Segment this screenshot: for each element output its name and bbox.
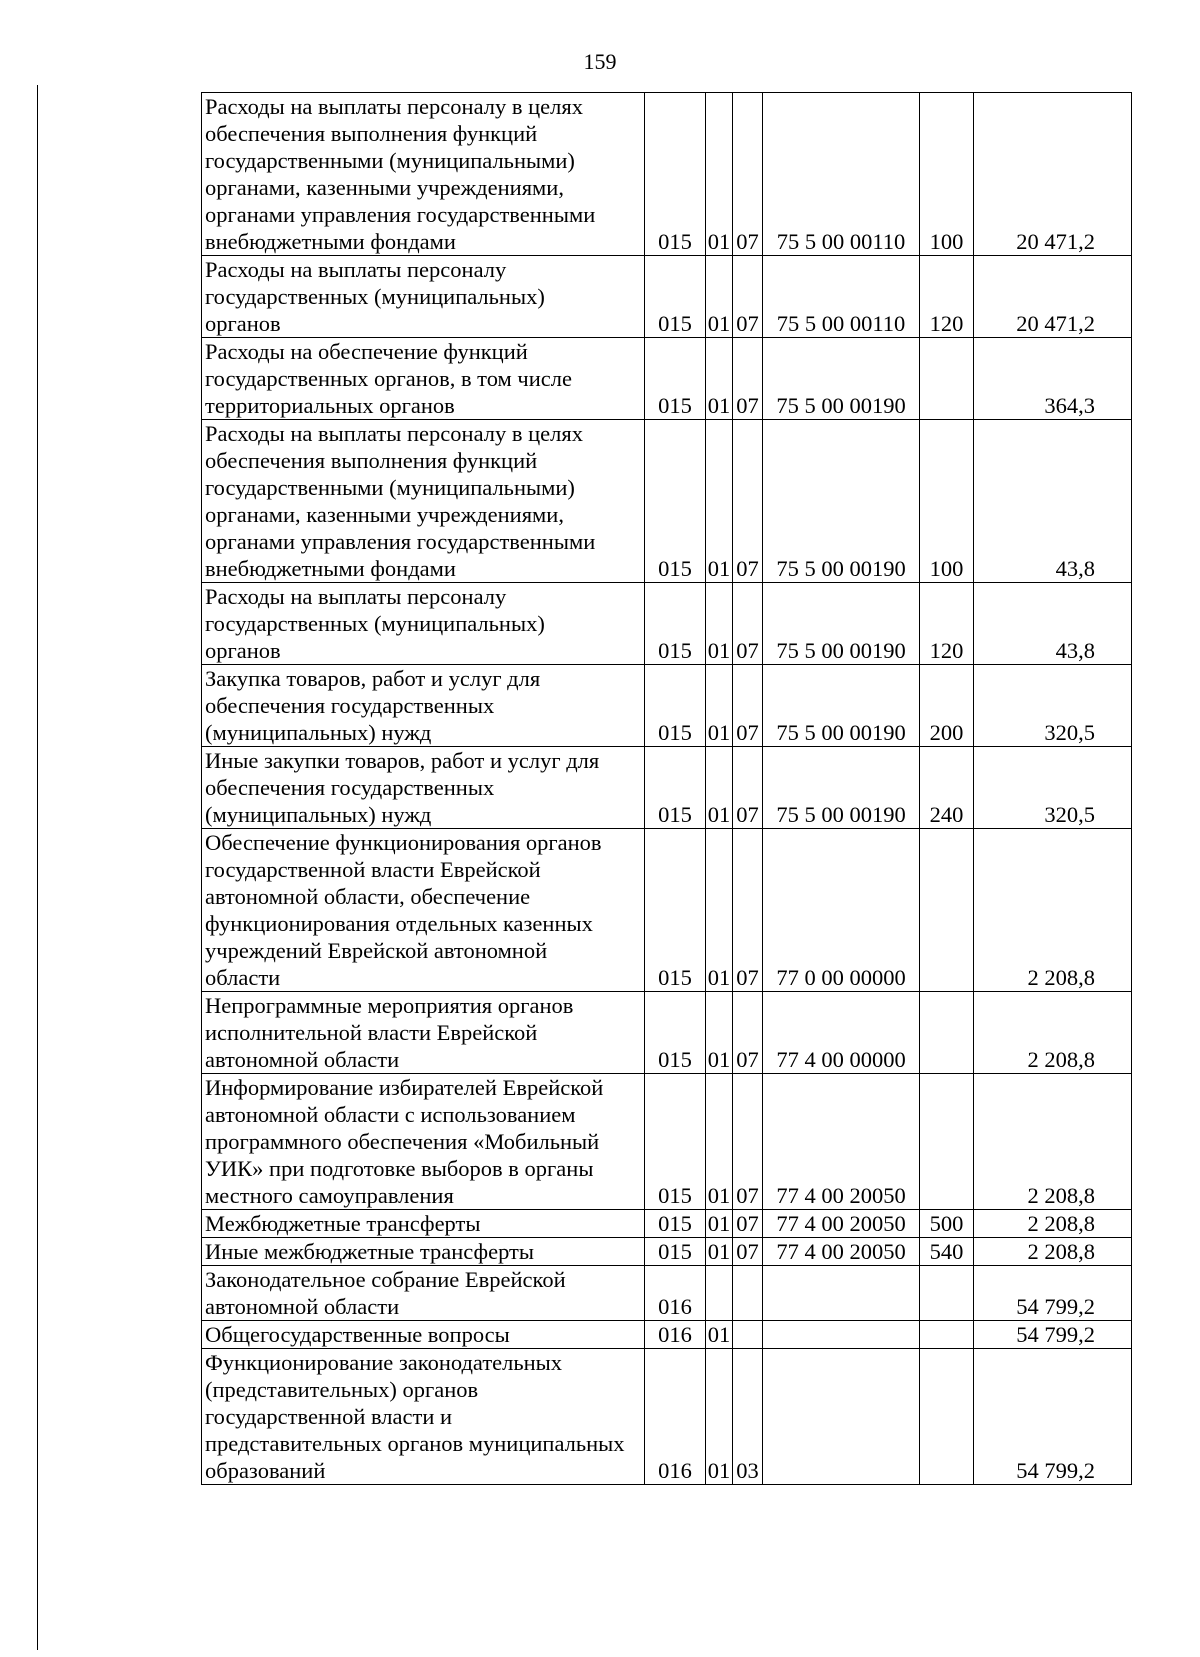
- row-sum-cell: 43,8: [974, 583, 1132, 665]
- row-sum-cell: 320,5: [974, 665, 1132, 747]
- left-margin-line: [37, 85, 38, 1650]
- row-name-cell: [202, 665, 645, 747]
- row-name-cell: [202, 420, 645, 583]
- row-sum-cell: 54 799,2: [974, 1266, 1132, 1321]
- row-name-cell: [202, 1210, 645, 1238]
- row-csr-cell: 75 5 00 00190: [763, 338, 920, 420]
- table-row: [202, 1238, 1132, 1266]
- row-rz-cell: 01: [706, 829, 733, 992]
- row-gr-cell: 015: [645, 256, 706, 338]
- row-vr-cell: [920, 829, 974, 992]
- row-rz-cell: [706, 1266, 733, 1321]
- row-gr-cell: 016: [645, 1349, 706, 1485]
- row-vr-cell: 540: [920, 1238, 974, 1266]
- row-pr-cell: 07: [733, 665, 763, 747]
- row-name-text: Расходы на выплаты персоналу государственных (муниципальных) органов: [205, 257, 545, 336]
- row-gr-cell: 015: [645, 747, 706, 829]
- table-row: [202, 1266, 1132, 1321]
- table-row: [202, 1074, 1132, 1210]
- row-gr-cell: 015: [645, 1238, 706, 1266]
- row-sum-cell: 2 208,8: [974, 829, 1132, 992]
- table-row: [202, 992, 1132, 1074]
- row-name-cell: [202, 1321, 645, 1349]
- row-csr-cell: 75 5 00 00190: [763, 747, 920, 829]
- table-row: [202, 93, 1132, 256]
- row-sum-cell: 320,5: [974, 747, 1132, 829]
- row-sum-cell: 364,3: [974, 338, 1132, 420]
- table-row: [202, 1349, 1132, 1485]
- row-csr-cell: 75 5 00 00190: [763, 583, 920, 665]
- row-name-cell: [202, 1349, 645, 1485]
- row-name-text: Закупка товаров, работ и услуг для обеспечения государственных (муниципальных) нужд: [205, 666, 541, 745]
- row-pr-cell: 07: [733, 1238, 763, 1266]
- row-gr-cell: 016: [645, 1266, 706, 1321]
- table-row: [202, 665, 1132, 747]
- row-csr-cell: 77 4 00 00000: [763, 992, 920, 1074]
- row-gr-cell: 015: [645, 93, 706, 256]
- row-rz-cell: 01: [706, 338, 733, 420]
- row-gr-cell: 015: [645, 420, 706, 583]
- row-rz-cell: 01: [706, 1321, 733, 1349]
- row-rz-cell: 01: [706, 93, 733, 256]
- table-row: [202, 338, 1132, 420]
- row-rz-cell: 01: [706, 1238, 733, 1266]
- table-row: [202, 829, 1132, 992]
- row-name-cell: [202, 992, 645, 1074]
- row-csr-cell: 75 5 00 00110: [763, 93, 920, 256]
- page-number: 159: [583, 49, 617, 74]
- row-rz-cell: 01: [706, 1074, 733, 1210]
- row-name-text: Расходы на выплаты персоналу в целях обеспечения выполнения функций государственными (муниципальными) органами, казенными учреждениями, органами управления государственными внебюджетными фондами: [205, 94, 596, 254]
- row-pr-cell: 03: [733, 1349, 763, 1485]
- row-sum-cell: 54 799,2: [974, 1321, 1132, 1349]
- row-pr-cell: [733, 1266, 763, 1321]
- row-rz-cell: 01: [706, 583, 733, 665]
- row-pr-cell: 07: [733, 1074, 763, 1210]
- row-name-cell: [202, 93, 645, 256]
- row-name-cell: [202, 338, 645, 420]
- row-vr-cell: [920, 1349, 974, 1485]
- row-vr-cell: [920, 338, 974, 420]
- row-vr-cell: 100: [920, 420, 974, 583]
- row-name-text: Законодательное собрание Еврейской автономной области: [205, 1267, 566, 1319]
- row-name-cell: [202, 747, 645, 829]
- budget-table: [201, 92, 1132, 1485]
- row-csr-cell: 75 5 00 00110: [763, 256, 920, 338]
- row-sum-cell: 2 208,8: [974, 1074, 1132, 1210]
- row-vr-cell: [920, 1321, 974, 1349]
- row-csr-cell: 77 4 00 20050: [763, 1074, 920, 1210]
- row-vr-cell: 200: [920, 665, 974, 747]
- row-vr-cell: [920, 1266, 974, 1321]
- row-csr-cell: [763, 1349, 920, 1485]
- table-row: [202, 747, 1132, 829]
- row-gr-cell: 015: [645, 1210, 706, 1238]
- row-pr-cell: 07: [733, 1210, 763, 1238]
- row-rz-cell: 01: [706, 420, 733, 583]
- row-name-cell: [202, 829, 645, 992]
- row-rz-cell: 01: [706, 992, 733, 1074]
- row-rz-cell: 01: [706, 256, 733, 338]
- row-name-text: Расходы на обеспечение функций государственных органов, в том числе территориальных органов: [205, 339, 572, 418]
- row-pr-cell: 07: [733, 256, 763, 338]
- row-pr-cell: 07: [733, 338, 763, 420]
- row-rz-cell: 01: [706, 1210, 733, 1238]
- row-gr-cell: 015: [645, 583, 706, 665]
- row-name-text: Иные закупки товаров, работ и услуг для обеспечения государственных (муниципальных) нужд: [205, 748, 600, 827]
- row-rz-cell: 01: [706, 665, 733, 747]
- row-sum-cell: 20 471,2: [974, 93, 1132, 256]
- row-name-text: Обеспечение функционирования органов государственной власти Еврейской автономной области, обеспечение функционирования отдельных казенных учреждений Еврейской автономной области: [205, 830, 602, 990]
- row-pr-cell: [733, 1321, 763, 1349]
- table-row: [202, 583, 1132, 665]
- row-gr-cell: 015: [645, 1074, 706, 1210]
- row-csr-cell: 77 4 00 20050: [763, 1238, 920, 1266]
- row-csr-cell: [763, 1321, 920, 1349]
- row-pr-cell: 07: [733, 583, 763, 665]
- row-rz-cell: 01: [706, 747, 733, 829]
- row-name-text: Межбюджетные трансферты: [205, 1211, 481, 1236]
- row-name-cell: [202, 1074, 645, 1210]
- row-sum-cell: 2 208,8: [974, 1238, 1132, 1266]
- row-gr-cell: 016: [645, 1321, 706, 1349]
- row-csr-cell: 75 5 00 00190: [763, 420, 920, 583]
- table-row: [202, 420, 1132, 583]
- row-pr-cell: 07: [733, 93, 763, 256]
- row-name-cell: [202, 1266, 645, 1321]
- row-csr-cell: 75 5 00 00190: [763, 665, 920, 747]
- row-sum-cell: 43,8: [974, 420, 1132, 583]
- row-name-text: Расходы на выплаты персоналу в целях обеспечения выполнения функций государственными (муниципальными) органами, казенными учреждениями, органами управления государственными внебюджетными фондами: [205, 421, 596, 581]
- row-name-cell: [202, 583, 645, 665]
- row-name-text: Информирование избирателей Еврейской автономной области с использованием программного обеспечения «Мобильный УИК» при подготовке выборов в органы местного самоуправления: [205, 1075, 604, 1208]
- row-csr-cell: 77 0 00 00000: [763, 829, 920, 992]
- row-sum-cell: 2 208,8: [974, 1210, 1132, 1238]
- row-pr-cell: 07: [733, 420, 763, 583]
- row-csr-cell: [763, 1266, 920, 1321]
- row-gr-cell: 015: [645, 829, 706, 992]
- row-name-text: Расходы на выплаты персоналу государственных (муниципальных) органов: [205, 584, 545, 663]
- row-sum-cell: 54 799,2: [974, 1349, 1132, 1485]
- row-name-text: Общегосударственные вопросы: [205, 1322, 510, 1347]
- row-name-cell: [202, 256, 645, 338]
- row-pr-cell: 07: [733, 829, 763, 992]
- table-row: [202, 1210, 1132, 1238]
- table-row: [202, 256, 1132, 338]
- row-name-text: Непрограммные мероприятия органов исполнительной власти Еврейской автономной области: [205, 993, 574, 1072]
- row-name-text: Функционирование законодательных (представительных) органов государственной власти и представительных органов муниципальных образований: [205, 1350, 625, 1483]
- row-vr-cell: 500: [920, 1210, 974, 1238]
- row-name-text: Иные межбюджетные трансферты: [205, 1239, 535, 1264]
- row-vr-cell: [920, 992, 974, 1074]
- row-vr-cell: 240: [920, 747, 974, 829]
- row-vr-cell: [920, 1074, 974, 1210]
- row-vr-cell: 100: [920, 93, 974, 256]
- row-name-cell: [202, 1238, 645, 1266]
- row-gr-cell: 015: [645, 338, 706, 420]
- table-row: [202, 1321, 1132, 1349]
- row-vr-cell: 120: [920, 256, 974, 338]
- row-sum-cell: 20 471,2: [974, 256, 1132, 338]
- row-sum-cell: 2 208,8: [974, 992, 1132, 1074]
- row-pr-cell: 07: [733, 992, 763, 1074]
- row-pr-cell: 07: [733, 747, 763, 829]
- row-gr-cell: 015: [645, 992, 706, 1074]
- row-gr-cell: 015: [645, 665, 706, 747]
- row-vr-cell: 120: [920, 583, 974, 665]
- row-csr-cell: 77 4 00 20050: [763, 1210, 920, 1238]
- row-rz-cell: 01: [706, 1349, 733, 1485]
